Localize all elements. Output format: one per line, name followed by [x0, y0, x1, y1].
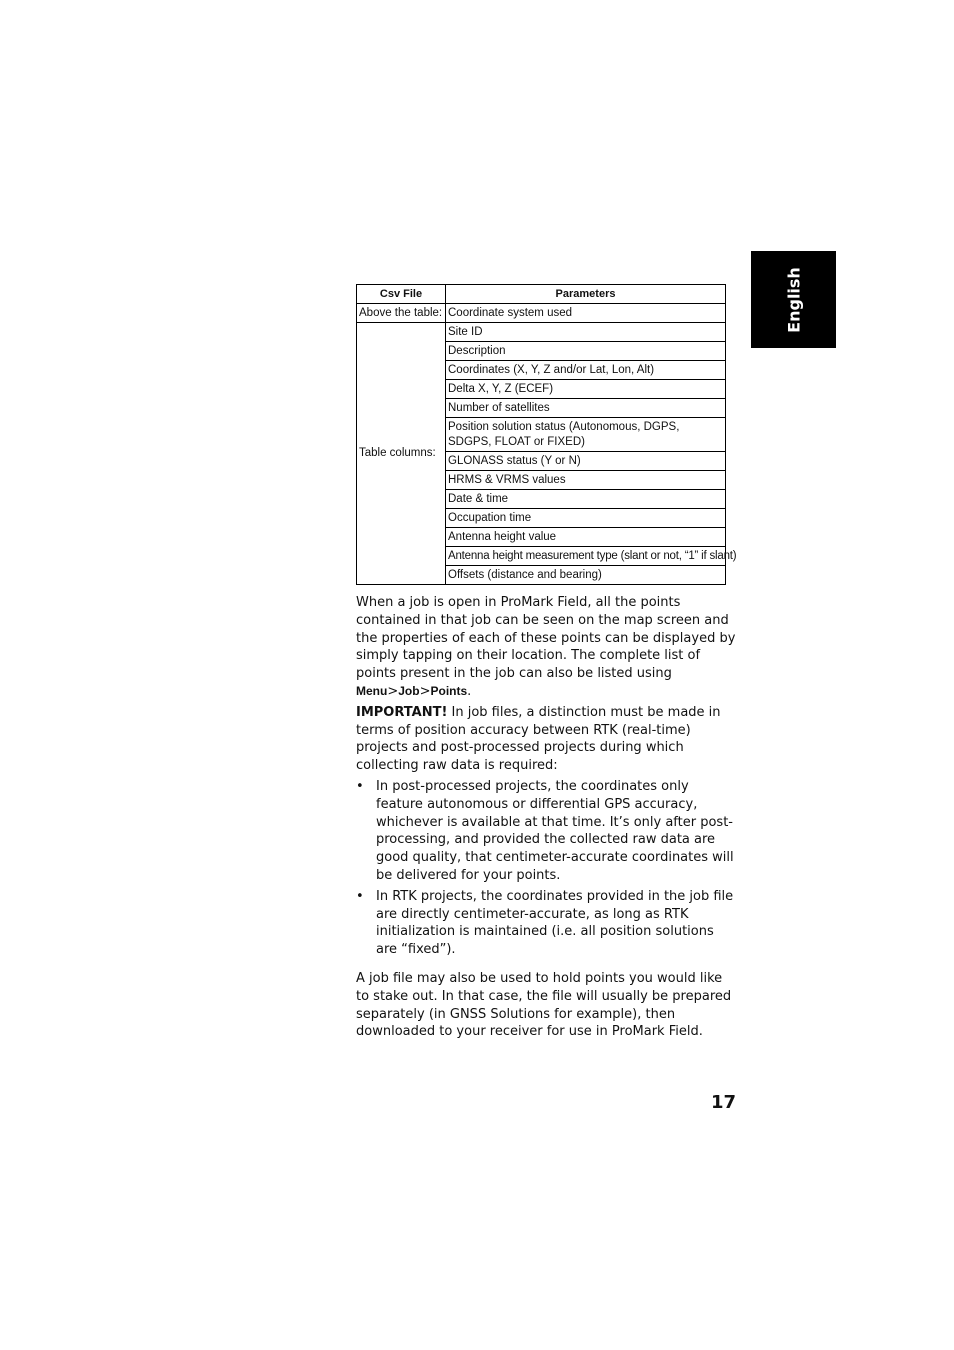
- table-cell: HRMS & VRMS values: [446, 471, 726, 490]
- bullet-dot: •: [356, 778, 364, 794]
- menu-path-points: Points: [430, 683, 468, 698]
- body-text: [356, 594, 736, 1044]
- table-cell: Delta X, Y, Z (ECEF): [446, 380, 726, 399]
- menu-path-separator: >: [387, 683, 399, 699]
- header-parameters: Parameters: [446, 285, 726, 304]
- row-label-above: Above the table:: [357, 304, 446, 323]
- table-header-row: [357, 285, 726, 304]
- bullet-text: In RTK projects, the coordinates provided in the job file are directly centimeter-accurate, as long as RTK initialization is maintained (i.e. all position solutions are “fixed”).: [376, 888, 734, 958]
- table-cell: Date & time: [446, 490, 726, 509]
- table-cell: Position solution status (Autonomous, DGPS, SDGPS, FLOAT or FIXED): [446, 418, 726, 452]
- menu-path-separator: >: [419, 683, 431, 699]
- language-tab: [751, 251, 836, 348]
- bullet-list: [356, 778, 736, 959]
- important-label: IMPORTANT!: [356, 704, 448, 720]
- table-cell: Antenna height measurement type (slant or not, “1” if slant): [446, 547, 726, 566]
- table-cell: Number of satellites: [446, 399, 726, 418]
- important-text: In job files, a distinction must be made in terms of position accuracy between RTK (real-time) projects and post-processed projects during which collecting raw data is required:: [356, 704, 721, 774]
- table-row: [357, 323, 726, 342]
- table-cell: Description: [446, 342, 726, 361]
- menu-path-job: Job: [398, 683, 420, 698]
- menu-path-menu: Menu: [356, 683, 388, 698]
- table-cell: Coordinates (X, Y, Z and/or Lat, Lon, Alt): [446, 361, 726, 380]
- csv-file-table: [356, 284, 737, 585]
- table-cell: Occupation time: [446, 509, 726, 528]
- intro-paragraph: [356, 594, 736, 701]
- header-csv-file: Csv File: [357, 285, 446, 304]
- intro-end: .: [467, 683, 472, 699]
- bullet-dot: •: [356, 888, 364, 904]
- stakeout-paragraph: A job file may also be used to hold points you would like to stake out. In that case, the file will usually be prepared separately (in GNSS Solutions for example), then downloaded to your receiver for use in ProMark Field.: [356, 970, 732, 1040]
- list-item: [356, 888, 736, 959]
- intro-text: When a job is open in ProMark Field, all the points contained in that job can be seen on the map screen and the properties of each of these points can be displayed by simply tapping on their location. The complete list of points present in the job can also be listed using: [356, 595, 736, 682]
- important-paragraph: [356, 704, 736, 775]
- page-number: 17: [710, 1092, 736, 1113]
- language-tab-label: English: [784, 266, 803, 333]
- bullet-text: In post-processed projects, the coordinates only feature autonomous or differential GPS accuracy, whichever is available at that time. It’s only after post-processing, and provided the collected raw data are good quality, that centimeter-accurate coordinates will be delivered for your points.: [376, 778, 734, 883]
- row-label-columns: Table columns:: [357, 323, 446, 585]
- table-cell: Coordinate system used: [446, 304, 726, 323]
- table-cell: Offsets (distance and bearing): [446, 566, 726, 585]
- table-cell: Antenna height value: [446, 528, 726, 547]
- list-item: [356, 778, 736, 885]
- table-row: [357, 304, 726, 323]
- table-cell: Site ID: [446, 323, 726, 342]
- table-cell: GLONASS status (Y or N): [446, 452, 726, 471]
